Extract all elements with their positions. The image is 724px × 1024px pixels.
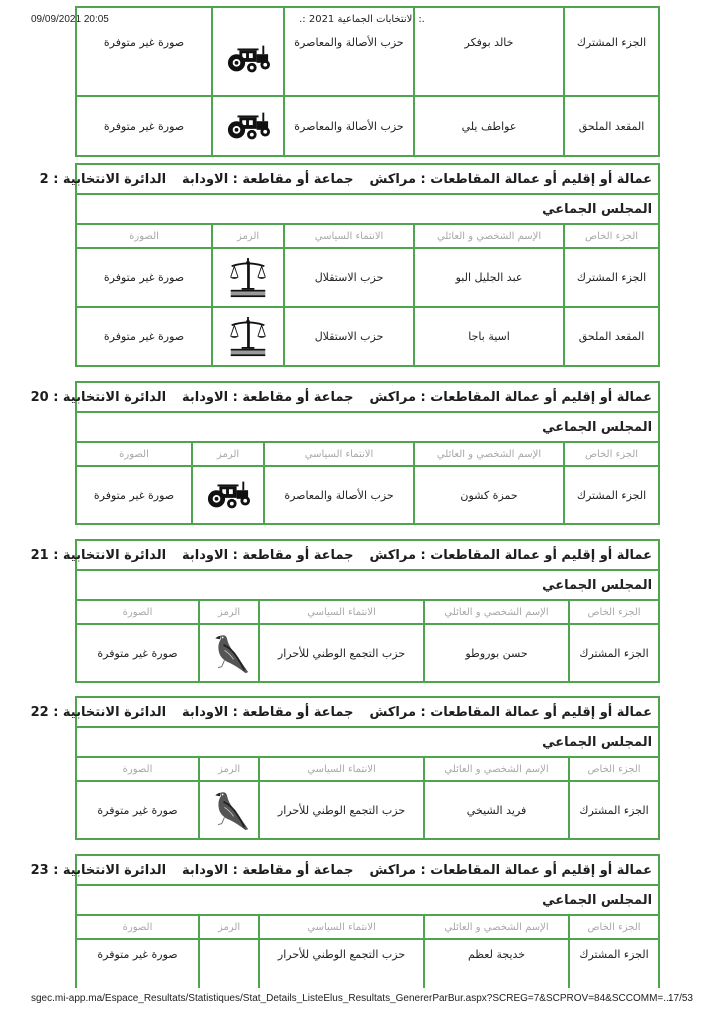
commune-label: جماعة أو مقاطعة : الاودابة [182, 389, 354, 405]
name-cell: فريد الشيخي [424, 781, 569, 839]
symbol-cell [192, 466, 264, 524]
col-name: الإسم الشخصي و العائلي [414, 442, 564, 466]
commune-label: جماعة أو مقاطعة : الاودابة [182, 704, 354, 720]
name-cell: عبد الجليل البو [414, 248, 564, 307]
name-cell: اسية باجا [414, 307, 564, 366]
symbol-cell [212, 248, 284, 307]
col-photo: الصورة [76, 600, 199, 624]
party-cell: حزب الأصالة والمعاصرة [284, 7, 414, 96]
column-headers [76, 224, 659, 248]
name-cell: حمزة كشون [414, 466, 564, 524]
col-name: الإسم الشخصي و العائلي [414, 224, 564, 248]
symbol-cell [212, 7, 284, 96]
seat-cell: الجزء المشترك [569, 624, 659, 682]
pigeon-icon [208, 631, 250, 675]
name-cell: عواطف يلي [414, 96, 564, 156]
tractor-icon [206, 480, 250, 510]
seat-cell: المقعد الملحق [564, 96, 659, 156]
district-number: 20 [30, 389, 49, 405]
photo-cell: صورة غير متوفرة [76, 466, 192, 524]
column-headers [76, 442, 659, 466]
col-party: الانتماء السياسي [259, 915, 424, 939]
prefecture-label: عمالة أو إقليم أو عمالة المقاطعات : مراكش [369, 862, 653, 878]
col-photo: الصورة [76, 757, 199, 781]
party-cell: حزب التجمع الوطني للأحرار [259, 781, 424, 839]
district-banner [30, 382, 659, 412]
seat-cell: الجزء المشترك [569, 781, 659, 839]
party-cell: حزب الأصالة والمعاصرة [284, 96, 414, 156]
district-banner [30, 697, 659, 727]
tractor-icon [226, 44, 270, 74]
col-seat: الجزء الخاص [564, 442, 659, 466]
council-label: المجلس الجماعي [76, 727, 659, 757]
col-party: الانتماء السياسي [264, 442, 414, 466]
seat-cell: الجزء المشترك [564, 7, 659, 96]
seat-cell: الجزء المشترك [564, 466, 659, 524]
column-headers [76, 915, 659, 939]
district-label: الدائرة الانتخابية : [53, 171, 167, 187]
party-cell: حزب التجمع الوطني للأحرار [259, 624, 424, 682]
party-cell: حزب التجمع الوطني للأحرار [259, 939, 424, 1008]
photo-cell: صورة غير متوفرة [76, 248, 212, 307]
col-seat: الجزء الخاص [564, 224, 659, 248]
party-cell: حزب الاستقلال [284, 307, 414, 366]
col-symbol: الرمز [192, 442, 264, 466]
col-seat: الجزء الخاص [569, 757, 659, 781]
col-seat: الجزء الخاص [569, 600, 659, 624]
document-title: .: الانتخابات الجماعية 2021 :. [299, 14, 425, 25]
table-row [76, 96, 659, 156]
column-headers [76, 757, 659, 781]
council-label: المجلس الجماعي [76, 570, 659, 600]
table-row [76, 624, 659, 682]
district-table-21 [30, 539, 660, 683]
district-banner [30, 855, 659, 885]
scales-icon [228, 256, 268, 300]
column-headers [76, 600, 659, 624]
col-photo: الصورة [76, 224, 212, 248]
table-row [76, 781, 659, 839]
symbol-cell [212, 96, 284, 156]
district-number: 23 [30, 862, 49, 878]
col-party: الانتماء السياسي [284, 224, 414, 248]
col-symbol: الرمز [212, 224, 284, 248]
col-symbol: الرمز [199, 600, 259, 624]
prefecture-label: عمالة أو إقليم أو عمالة المقاطعات : مراكش [369, 704, 653, 720]
col-name: الإسم الشخصي و العائلي [424, 600, 569, 624]
page-top-margin [0, 0, 724, 6]
district-banner [39, 164, 659, 194]
party-cell: حزب الاستقلال [284, 248, 414, 307]
district-number: 2 [39, 171, 49, 187]
name-cell: حسن بوروطو [424, 624, 569, 682]
commune-label: جماعة أو مقاطعة : الاودابة [182, 547, 354, 563]
photo-cell: صورة غير متوفرة [76, 307, 212, 366]
page-url: sgec.mi-app.ma/Espace_Resultats/Statistiques/Stat_Details_ListeElus_Resultats_GenererParBur.aspx?SCREG=7&SCPROV=84&SCCOMM=... [31, 993, 672, 1004]
district-table-2 [39, 163, 660, 367]
results-table-continued [75, 6, 660, 157]
table-row [76, 7, 659, 96]
photo-cell: صورة غير متوفرة [76, 781, 199, 839]
commune-label: جماعة أو مقاطعة : الاودابة [182, 171, 354, 187]
seat-cell: الجزء المشترك [564, 248, 659, 307]
col-seat: الجزء الخاص [569, 915, 659, 939]
prefecture-label: عمالة أو إقليم أو عمالة المقاطعات : مراكش [369, 547, 653, 563]
photo-cell: صورة غير متوفرة [76, 7, 212, 96]
tractor-icon [226, 111, 270, 141]
col-name: الإسم الشخصي و العائلي [424, 757, 569, 781]
district-label: الدائرة الانتخابية : [53, 862, 167, 878]
col-party: الانتماء السياسي [259, 600, 424, 624]
district-number: 22 [30, 704, 49, 720]
name-cell: خديجة لعظم [424, 939, 569, 1008]
table-row [76, 466, 659, 524]
seat-cell: الجزء المشترك [569, 939, 659, 1008]
col-symbol: الرمز [199, 757, 259, 781]
symbol-cell [199, 624, 259, 682]
col-symbol: الرمز [199, 915, 259, 939]
col-party: الانتماء السياسي [259, 757, 424, 781]
commune-label: جماعة أو مقاطعة : الاودابة [182, 862, 354, 878]
district-label: الدائرة الانتخابية : [53, 547, 167, 563]
district-label: الدائرة الانتخابية : [53, 389, 167, 405]
print-timestamp: 09/09/2021 20:05 [31, 14, 109, 25]
page-number: 17/53 [667, 993, 693, 1004]
district-number: 21 [30, 547, 49, 563]
seat-cell: المقعد الملحق [564, 307, 659, 366]
pigeon-icon [208, 788, 250, 832]
photo-cell: صورة غير متوفرة [76, 939, 199, 1008]
district-table-22 [30, 696, 660, 840]
district-table-20 [30, 381, 660, 525]
col-photo: الصورة [76, 915, 199, 939]
photo-cell: صورة غير متوفرة [76, 96, 212, 156]
table-row [76, 307, 659, 366]
scales-icon [228, 315, 268, 359]
district-banner [30, 540, 659, 570]
district-table-23 [30, 854, 660, 1008]
photo-cell: صورة غير متوفرة [76, 624, 199, 682]
council-label: المجلس الجماعي [76, 194, 659, 224]
council-label: المجلس الجماعي [76, 412, 659, 442]
party-cell: حزب الأصالة والمعاصرة [264, 466, 414, 524]
district-label: الدائرة الانتخابية : [53, 704, 167, 720]
col-photo: الصورة [76, 442, 192, 466]
prefecture-label: عمالة أو إقليم أو عمالة المقاطعات : مراكش [369, 389, 653, 405]
col-name: الإسم الشخصي و العائلي [424, 915, 569, 939]
table-row [76, 248, 659, 307]
symbol-cell [199, 781, 259, 839]
name-cell: خالد بوفكر [414, 7, 564, 96]
symbol-cell [212, 307, 284, 366]
prefecture-label: عمالة أو إقليم أو عمالة المقاطعات : مراكش [369, 171, 653, 187]
council-label: المجلس الجماعي [76, 885, 659, 915]
